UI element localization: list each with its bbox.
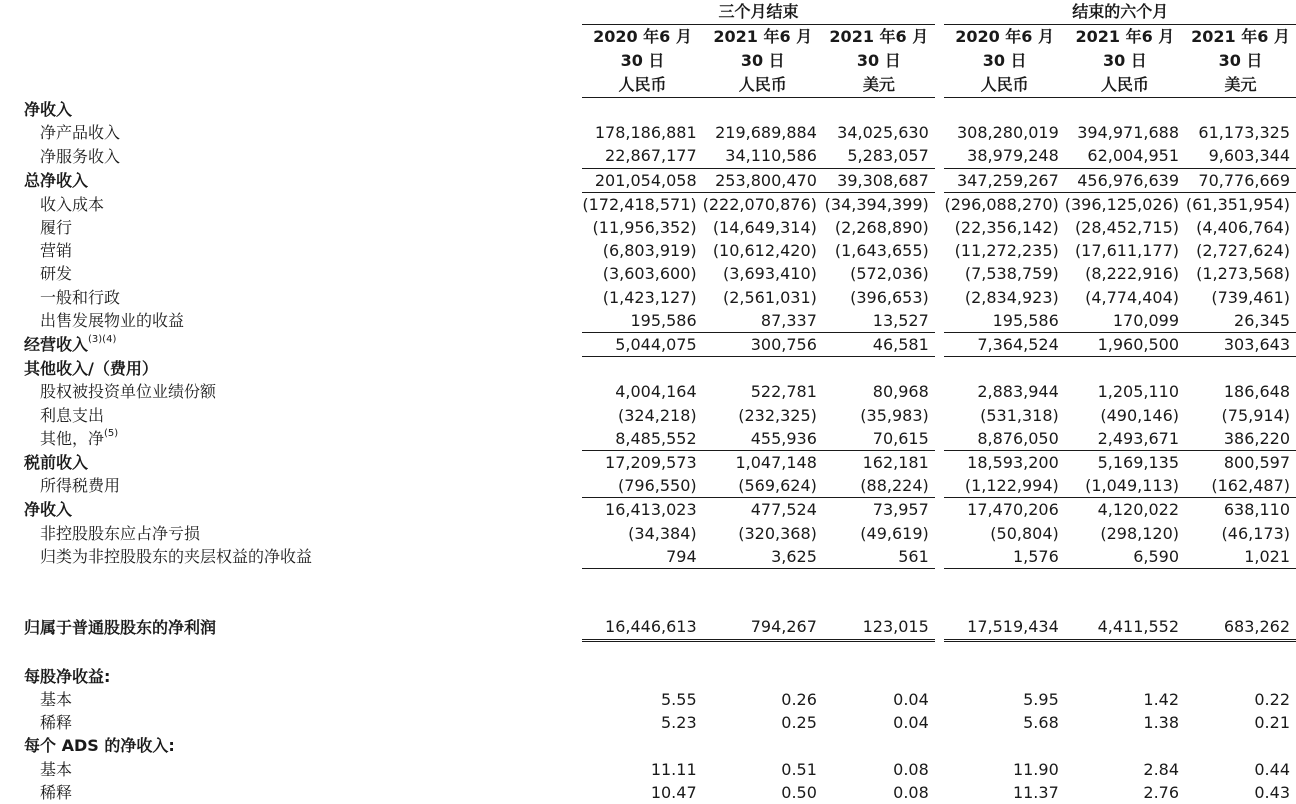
row-label [0, 711, 582, 734]
row-label-text: 出售发展物业的收益 [40, 311, 185, 331]
value-cell: 5.23 [661, 713, 697, 733]
value-cell: 0.25 [781, 713, 817, 733]
value-cell: 4,004,164 [615, 382, 697, 402]
value-cell: 386,220 [1185, 427, 1296, 451]
six-months-header: 结束的六个月 [944, 0, 1296, 25]
value-cell [703, 665, 823, 688]
row-label [0, 404, 582, 427]
row-others [0, 427, 1296, 451]
value-cell: 5,283,057 [823, 144, 935, 168]
row-label-text: 其他，净 [40, 429, 105, 449]
value-cell: 638,110 [1223, 500, 1290, 520]
row-cost [0, 192, 1296, 216]
value-cell: (296,088,270) [944, 194, 1059, 214]
value-cell: 18,593,200 [967, 453, 1059, 473]
value-cell [823, 98, 935, 122]
value-cell: (2,727,624) [1196, 241, 1290, 261]
row-label-text: 营销 [40, 241, 73, 261]
row-label [0, 333, 582, 357]
value-cell: 80,968 [872, 382, 929, 402]
header-row-groups [0, 0, 1296, 25]
value-cell: 6,590 [1065, 545, 1185, 569]
value-cell: 16,413,023 [605, 500, 697, 520]
value-cell: (1,122,994) [944, 474, 1064, 498]
row-label [0, 262, 582, 285]
value-cell: (35,983) [860, 405, 929, 425]
row-label-text: 履行 [40, 218, 73, 237]
value-cell: 0.04 [893, 713, 929, 733]
value-cell: 300,756 [703, 333, 823, 357]
value-cell: 0.26 [781, 690, 817, 709]
value-cell: 7,364,524 [944, 333, 1064, 357]
day-header: 30 日 [740, 51, 785, 70]
value-cell: 0.43 [1254, 782, 1290, 802]
value-cell: (49,619) [860, 523, 929, 543]
row-label-text: 股权被投资单位业绩份额 [40, 382, 217, 402]
value-cell [823, 734, 935, 757]
row-label [0, 309, 582, 333]
value-cell: 8,876,050 [944, 427, 1064, 451]
value-cell: 62,004,951 [1065, 144, 1185, 168]
row-label-text: 净收入 [24, 500, 73, 520]
value-cell: (11,956,352) [592, 218, 697, 237]
value-cell: 17,519,434 [944, 615, 1064, 640]
value-cell: (6,803,919) [602, 241, 697, 261]
value-cell: (796,550) [582, 474, 702, 498]
value-cell: (28,452,715) [1074, 218, 1180, 237]
value-cell: 4,120,022 [1097, 500, 1180, 520]
date-header: 2021 年6 月 [829, 27, 929, 46]
row-label [0, 498, 582, 522]
value-cell: (4,406,764) [1196, 218, 1290, 237]
value-cell: 5.95 [1023, 690, 1059, 709]
value-cell: 13,527 [823, 309, 935, 333]
value-cell: (572,036) [850, 264, 929, 284]
value-cell: 2.84 [1143, 759, 1180, 779]
value-cell: 0.50 [781, 782, 817, 802]
date-header: 2021 年6 月 [1191, 27, 1290, 46]
currency-header: 美元 [1185, 73, 1296, 98]
value-cell: (396,653) [850, 287, 929, 307]
row-label-text: 研发 [40, 264, 73, 284]
row-marketing [0, 239, 1296, 262]
value-cell: 4,411,552 [1065, 615, 1185, 640]
value-cell: 0.04 [893, 690, 929, 709]
row-label-text: 基本 [40, 690, 73, 709]
row-nci-loss [0, 522, 1296, 545]
row-label [0, 734, 582, 757]
row-label [0, 688, 582, 711]
day-header: 30 日 [982, 51, 1027, 70]
value-cell: 8,485,552 [582, 427, 702, 451]
day-header: 30 日 [1218, 51, 1263, 70]
value-cell [944, 98, 1064, 122]
value-cell: 456,976,639 [1065, 168, 1185, 192]
value-cell: 1,047,148 [735, 453, 817, 473]
value-cell: (75,914) [1221, 405, 1290, 425]
value-cell: 394,971,688 [1077, 123, 1180, 143]
currency-header: 人民币 [582, 73, 702, 98]
three-months-header: 三个月结束 [582, 0, 934, 25]
date-header: 2020 年6 月 [593, 27, 692, 46]
value-cell: 253,800,470 [703, 168, 823, 192]
value-cell: 11.90 [1012, 759, 1059, 779]
value-cell: 522,781 [750, 382, 817, 402]
value-cell: 1.42 [1143, 690, 1180, 709]
row-mezz [0, 545, 1296, 569]
value-cell: 2.76 [1143, 782, 1180, 802]
value-cell: (1,643,655) [834, 241, 929, 261]
value-cell: 0.22 [1254, 690, 1290, 709]
row-service [0, 144, 1296, 168]
value-cell: (50,804) [990, 523, 1059, 543]
value-cell: (46,173) [1221, 523, 1290, 543]
value-cell: 17,470,206 [967, 500, 1059, 520]
row-label [0, 168, 582, 192]
spacer-row [0, 640, 1296, 665]
row-other-header [0, 357, 1296, 381]
value-cell: (2,561,031) [722, 287, 817, 307]
value-cell: 38,979,248 [944, 144, 1064, 168]
value-cell: (739,461) [1211, 287, 1290, 307]
value-cell: 61,173,325 [1198, 123, 1290, 143]
row-label [0, 781, 582, 804]
value-cell: 794 [582, 545, 702, 569]
row-label [0, 545, 582, 569]
row-label-text: 所得税费用 [40, 476, 121, 496]
value-cell: 5,044,075 [582, 333, 702, 357]
date-header: 2020 年6 月 [955, 27, 1055, 46]
value-cell [703, 98, 823, 122]
value-cell: 2,883,944 [977, 382, 1059, 402]
value-cell: 5,169,135 [1097, 453, 1180, 473]
currency-header: 美元 [823, 73, 935, 98]
value-cell: (34,394,399) [824, 194, 929, 214]
row-label [0, 380, 582, 403]
value-cell: (61,351,954) [1185, 194, 1290, 214]
value-cell: 5.68 [1023, 713, 1059, 733]
row-label-text: 非控股股东应占净亏损 [40, 523, 201, 543]
value-cell: (3,693,410) [722, 264, 817, 284]
value-cell [582, 357, 702, 381]
date-header: 2021 年6 月 [1075, 27, 1175, 46]
row-label [0, 474, 582, 498]
value-cell: 70,776,669 [1185, 168, 1296, 192]
value-cell: 123,015 [823, 615, 935, 640]
row-label [0, 144, 582, 168]
value-cell: 455,936 [703, 427, 823, 451]
value-cell: 39,308,687 [823, 168, 935, 192]
row-eps-header [0, 665, 1296, 688]
value-cell: 219,689,884 [715, 123, 817, 143]
value-cell [582, 98, 702, 122]
value-cell: 178,186,881 [594, 123, 697, 143]
header-row-days [0, 49, 1296, 73]
row-interest [0, 404, 1296, 427]
value-cell: 195,586 [944, 309, 1064, 333]
value-cell: 34,025,630 [837, 123, 929, 143]
value-cell [944, 665, 1064, 688]
row-property-gain [0, 309, 1296, 333]
value-cell [582, 665, 702, 688]
value-cell: (14,649,314) [712, 218, 817, 237]
value-cell: (172,418,571) [582, 194, 697, 214]
value-cell: (1,273,568) [1196, 264, 1290, 284]
value-cell: 34,110,586 [703, 144, 823, 168]
row-label-text: 其他收入/（费用） [24, 358, 158, 378]
value-cell [1185, 98, 1296, 122]
row-label [0, 357, 582, 381]
value-cell: 800,597 [1223, 453, 1290, 473]
row-label-text: 稀释 [40, 713, 73, 733]
row-net-income [0, 498, 1296, 522]
value-cell: 170,099 [1065, 309, 1185, 333]
value-cell: (320,368) [738, 523, 817, 543]
value-cell: 17,209,573 [605, 453, 697, 473]
value-cell [1185, 665, 1296, 688]
value-cell [1065, 98, 1185, 122]
value-cell: 5.55 [661, 690, 697, 709]
header-row-currency [0, 73, 1296, 98]
value-cell: 186,648 [1223, 382, 1290, 402]
value-cell: (7,538,759) [964, 264, 1059, 284]
row-label [0, 121, 582, 144]
value-cell: 70,615 [823, 427, 935, 451]
value-cell: 9,603,344 [1185, 144, 1296, 168]
value-cell: 22,867,177 [582, 144, 702, 168]
row-label-text: 基本 [40, 759, 73, 779]
value-cell [582, 734, 702, 757]
value-cell: (4,774,404) [1085, 287, 1180, 307]
value-cell: 16,446,613 [582, 615, 702, 640]
row-label [0, 665, 582, 688]
value-cell: (490,146) [1100, 405, 1180, 425]
row-label-text: 净产品收入 [40, 123, 121, 143]
row-label [0, 522, 582, 545]
value-cell [944, 357, 1064, 381]
day-header: 30 日 [856, 51, 901, 70]
row-label-text: 收入成本 [40, 194, 105, 214]
row-ads-header [0, 734, 1296, 757]
value-cell: 0.51 [781, 759, 817, 779]
date-header: 2021 年6 月 [713, 27, 813, 46]
day-header: 30 日 [620, 51, 665, 70]
row-label [0, 98, 582, 122]
value-cell: (10,612,420) [712, 241, 817, 261]
value-cell: (17,611,177) [1074, 241, 1180, 261]
value-cell: 794,267 [703, 615, 823, 640]
value-cell: 195,586 [582, 309, 702, 333]
row-total [0, 168, 1296, 192]
row-operating [0, 333, 1296, 357]
row-label-text: 归属于普通股股东的净利润 [24, 618, 217, 638]
value-cell [1065, 665, 1185, 688]
value-cell: 561 [823, 545, 935, 569]
value-cell: 11.11 [650, 759, 697, 779]
value-cell: 73,957 [872, 500, 929, 520]
currency-header: 人民币 [1065, 73, 1185, 98]
row-product [0, 121, 1296, 144]
value-cell: 201,054,058 [582, 168, 702, 192]
row-label [0, 216, 582, 239]
value-cell: (298,120) [1100, 523, 1180, 543]
day-header: 30 日 [1102, 51, 1147, 70]
value-cell: (1,049,113) [1065, 474, 1185, 498]
value-cell [823, 665, 935, 688]
value-cell: (531,318) [980, 405, 1059, 425]
row-label-text: 经营收入 [24, 335, 89, 355]
row-label [0, 758, 582, 781]
value-cell: 87,337 [703, 309, 823, 333]
value-cell: 0.08 [893, 782, 929, 802]
value-cell: (396,125,026) [1064, 194, 1180, 214]
value-cell: 10.47 [650, 782, 697, 802]
value-cell: 1,576 [944, 545, 1064, 569]
value-cell: (222,070,876) [702, 194, 817, 214]
row-eps-basic [0, 688, 1296, 711]
value-cell: 0.44 [1254, 759, 1290, 779]
row-pretax [0, 451, 1296, 475]
row-ga [0, 286, 1296, 309]
row-ads-basic [0, 758, 1296, 781]
value-cell: 347,259,267 [944, 168, 1064, 192]
row-label [0, 427, 582, 451]
value-cell [1185, 734, 1296, 757]
value-cell [1185, 357, 1296, 381]
value-cell [703, 734, 823, 757]
row-label [0, 615, 582, 640]
value-cell: (11,272,235) [954, 241, 1059, 261]
value-cell: (8,222,916) [1085, 264, 1180, 284]
value-cell: 2,493,671 [1065, 427, 1185, 451]
header-row-dates [0, 25, 1296, 50]
row-rnd [0, 262, 1296, 285]
row-net-revenues [0, 98, 1296, 122]
value-cell: 477,524 [750, 500, 817, 520]
currency-header: 人民币 [703, 73, 823, 98]
value-cell: (22,356,142) [954, 218, 1059, 237]
value-cell: 1,021 [1185, 545, 1296, 569]
row-label-text: 净收入 [24, 99, 73, 119]
row-label-text: 一般和行政 [40, 287, 121, 307]
value-cell: 1,960,500 [1065, 333, 1185, 357]
row-label [0, 286, 582, 309]
value-cell: 308,280,019 [956, 123, 1059, 143]
row-label [0, 451, 582, 475]
value-cell: 11.37 [1012, 782, 1059, 802]
spacer-row [0, 569, 1296, 593]
value-cell: (162,487) [1185, 474, 1296, 498]
row-fulfillment [0, 216, 1296, 239]
spacer-row [0, 592, 1296, 615]
row-label-text: 归类为非控股股东的夹层权益的净收益 [40, 547, 313, 567]
value-cell [1065, 357, 1185, 381]
row-label-text: 每股净收益: [24, 666, 111, 686]
value-cell: 1.38 [1143, 713, 1180, 733]
row-ads-diluted [0, 781, 1296, 804]
value-cell [944, 734, 1064, 757]
value-cell: (3,603,600) [602, 264, 697, 284]
value-cell: (2,834,923) [964, 287, 1059, 307]
value-cell [823, 357, 935, 381]
value-cell: 46,581 [823, 333, 935, 357]
value-cell: (324,218) [617, 405, 697, 425]
value-cell: 3,625 [703, 545, 823, 569]
value-cell: (569,624) [703, 474, 823, 498]
row-label-text: 净服务收入 [40, 146, 121, 166]
row-label-text: 稀释 [40, 782, 73, 802]
value-cell: 1,205,110 [1097, 382, 1180, 402]
value-cell: (232,325) [738, 405, 817, 425]
value-cell: 0.21 [1254, 713, 1290, 733]
row-label [0, 192, 582, 216]
value-cell: 303,643 [1185, 333, 1296, 357]
footnote-marker: (3)(4) [88, 333, 117, 345]
row-label [0, 239, 582, 262]
value-cell [1065, 734, 1185, 757]
value-cell: (2,268,890) [834, 218, 929, 237]
value-cell: 683,262 [1185, 615, 1296, 640]
value-cell: (88,224) [823, 474, 935, 498]
row-label-text: 总净收入 [24, 170, 89, 190]
value-cell [703, 357, 823, 381]
row-label-text: 税前收入 [24, 452, 89, 472]
value-cell: (1,423,127) [602, 287, 697, 307]
row-equity-share [0, 380, 1296, 403]
row-label-text: 利息支出 [40, 405, 105, 425]
value-cell: (34,384) [628, 523, 697, 543]
value-cell: 0.08 [893, 759, 929, 779]
footnote-marker: (5) [104, 427, 119, 439]
row-eps-diluted [0, 711, 1296, 734]
currency-header: 人民币 [944, 73, 1064, 98]
value-cell: 26,345 [1185, 309, 1296, 333]
row-tax [0, 474, 1296, 498]
value-cell: 162,181 [862, 453, 929, 473]
row-label-text: 每个 ADS 的净收入: [24, 736, 175, 756]
row-attributable [0, 615, 1296, 640]
